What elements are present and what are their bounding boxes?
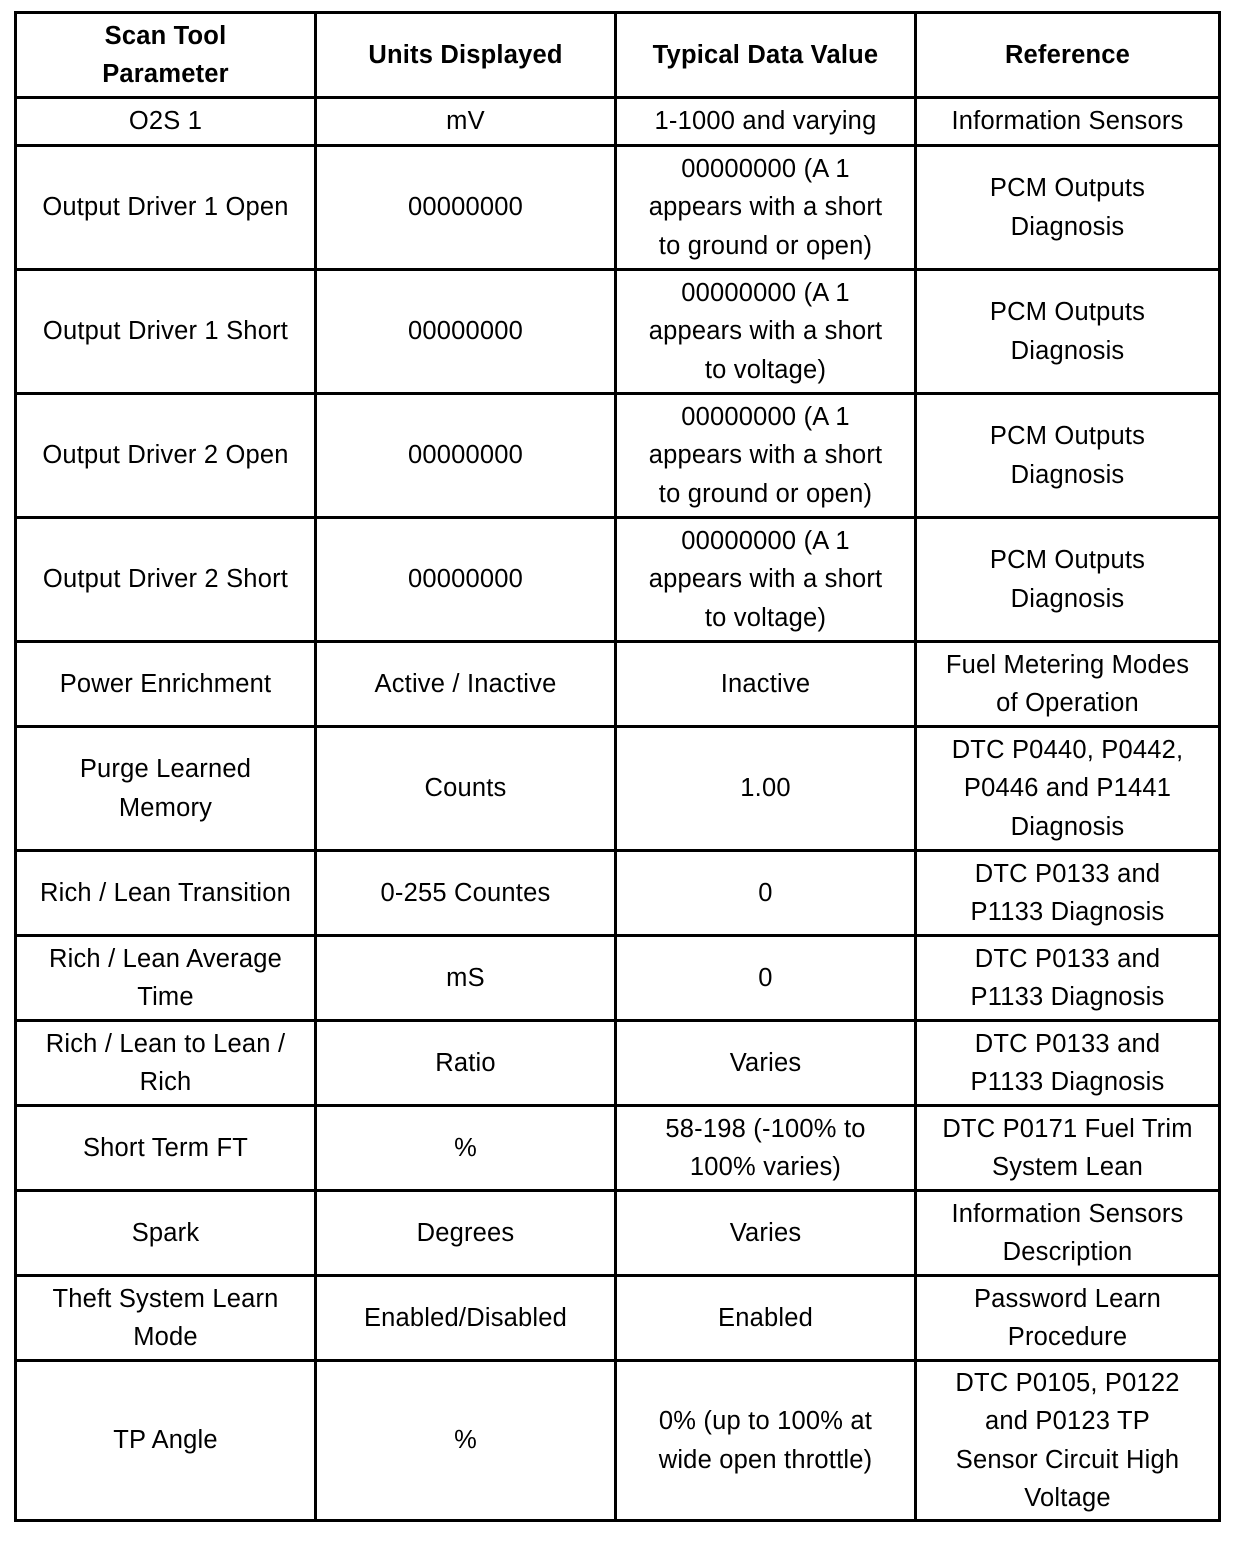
cell-parameter: Output Driver 2 Open: [16, 394, 316, 518]
cell-typical-value: Varies: [616, 1021, 916, 1106]
cell-units: mV: [316, 98, 616, 146]
header-scan-tool-parameter: Scan Tool Parameter: [16, 13, 316, 98]
cell-typical-value: 1.00: [616, 727, 916, 851]
cell-units: Ratio: [316, 1021, 616, 1106]
cell-typical-value: Inactive: [616, 642, 916, 727]
cell-parameter: Purge Learned Memory: [16, 727, 316, 851]
cell-parameter: Output Driver 1 Open: [16, 146, 316, 270]
cell-parameter: O2S 1: [16, 98, 316, 146]
table-row: [16, 518, 1220, 642]
cell-units: mS: [316, 936, 616, 1021]
cell-reference: Password Learn Procedure: [916, 1276, 1220, 1361]
table-row: [16, 936, 1220, 1021]
cell-reference: Information Sensors: [916, 98, 1220, 146]
table-row: [16, 1276, 1220, 1361]
cell-typical-value: 1-1000 and varying: [616, 98, 916, 146]
cell-parameter: Rich / Lean Transition: [16, 851, 316, 936]
cell-units: %: [316, 1106, 616, 1191]
cell-typical-value: Enabled: [616, 1276, 916, 1361]
cell-units: 00000000: [316, 270, 616, 394]
table-header-row: [16, 13, 1220, 98]
header-typical-data-value: Typical Data Value: [616, 13, 916, 98]
scan-tool-parameter-table: [14, 11, 1221, 1522]
cell-units: 0-255 Countes: [316, 851, 616, 936]
cell-reference: DTC P0105, P0122 and P0123 TP Sensor Circuit High Voltage: [916, 1361, 1220, 1521]
header-reference: Reference: [916, 13, 1220, 98]
cell-reference: DTC P0440, P0442, P0446 and P1441 Diagnosis: [916, 727, 1220, 851]
table-row: [16, 1021, 1220, 1106]
cell-parameter: Rich / Lean to Lean / Rich: [16, 1021, 316, 1106]
cell-parameter: TP Angle: [16, 1361, 316, 1521]
cell-units: Active / Inactive: [316, 642, 616, 727]
cell-units: 00000000: [316, 394, 616, 518]
table-row: [16, 851, 1220, 936]
cell-units: Degrees: [316, 1191, 616, 1276]
cell-reference: PCM Outputs Diagnosis: [916, 146, 1220, 270]
cell-typical-value: 00000000 (A 1 appears with a short to ground or open): [616, 394, 916, 518]
cell-typical-value: 00000000 (A 1 appears with a short to voltage): [616, 270, 916, 394]
cell-units: %: [316, 1361, 616, 1521]
header-units-displayed: Units Displayed: [316, 13, 616, 98]
cell-parameter: Rich / Lean Average Time: [16, 936, 316, 1021]
table-row: [16, 146, 1220, 270]
table-row: [16, 1106, 1220, 1191]
cell-typical-value: 0% (up to 100% at wide open throttle): [616, 1361, 916, 1521]
cell-reference: DTC P0133 and P1133 Diagnosis: [916, 936, 1220, 1021]
cell-units: Enabled/Disabled: [316, 1276, 616, 1361]
table-row: [16, 98, 1220, 146]
cell-reference: DTC P0171 Fuel Trim System Lean: [916, 1106, 1220, 1191]
cell-reference: Information Sensors Description: [916, 1191, 1220, 1276]
cell-parameter: Spark: [16, 1191, 316, 1276]
cell-typical-value: 00000000 (A 1 appears with a short to ground or open): [616, 146, 916, 270]
cell-units: 00000000: [316, 146, 616, 270]
table-row: [16, 1191, 1220, 1276]
cell-typical-value: Varies: [616, 1191, 916, 1276]
cell-reference: DTC P0133 and P1133 Diagnosis: [916, 1021, 1220, 1106]
table-row: [16, 394, 1220, 518]
cell-reference: PCM Outputs Diagnosis: [916, 270, 1220, 394]
cell-parameter: Short Term FT: [16, 1106, 316, 1191]
table-row: [16, 642, 1220, 727]
cell-parameter: Theft System Learn Mode: [16, 1276, 316, 1361]
cell-reference: Fuel Metering Modes of Operation: [916, 642, 1220, 727]
cell-units: Counts: [316, 727, 616, 851]
cell-typical-value: 0: [616, 851, 916, 936]
cell-typical-value: 58-198 (-100% to 100% varies): [616, 1106, 916, 1191]
cell-parameter: Power Enrichment: [16, 642, 316, 727]
cell-typical-value: 0: [616, 936, 916, 1021]
table-row: [16, 1361, 1220, 1521]
cell-parameter: Output Driver 1 Short: [16, 270, 316, 394]
cell-typical-value: 00000000 (A 1 appears with a short to voltage): [616, 518, 916, 642]
table-row: [16, 727, 1220, 851]
cell-parameter: Output Driver 2 Short: [16, 518, 316, 642]
cell-reference: DTC P0133 and P1133 Diagnosis: [916, 851, 1220, 936]
cell-reference: PCM Outputs Diagnosis: [916, 518, 1220, 642]
table-row: [16, 270, 1220, 394]
cell-units: 00000000: [316, 518, 616, 642]
cell-reference: PCM Outputs Diagnosis: [916, 394, 1220, 518]
